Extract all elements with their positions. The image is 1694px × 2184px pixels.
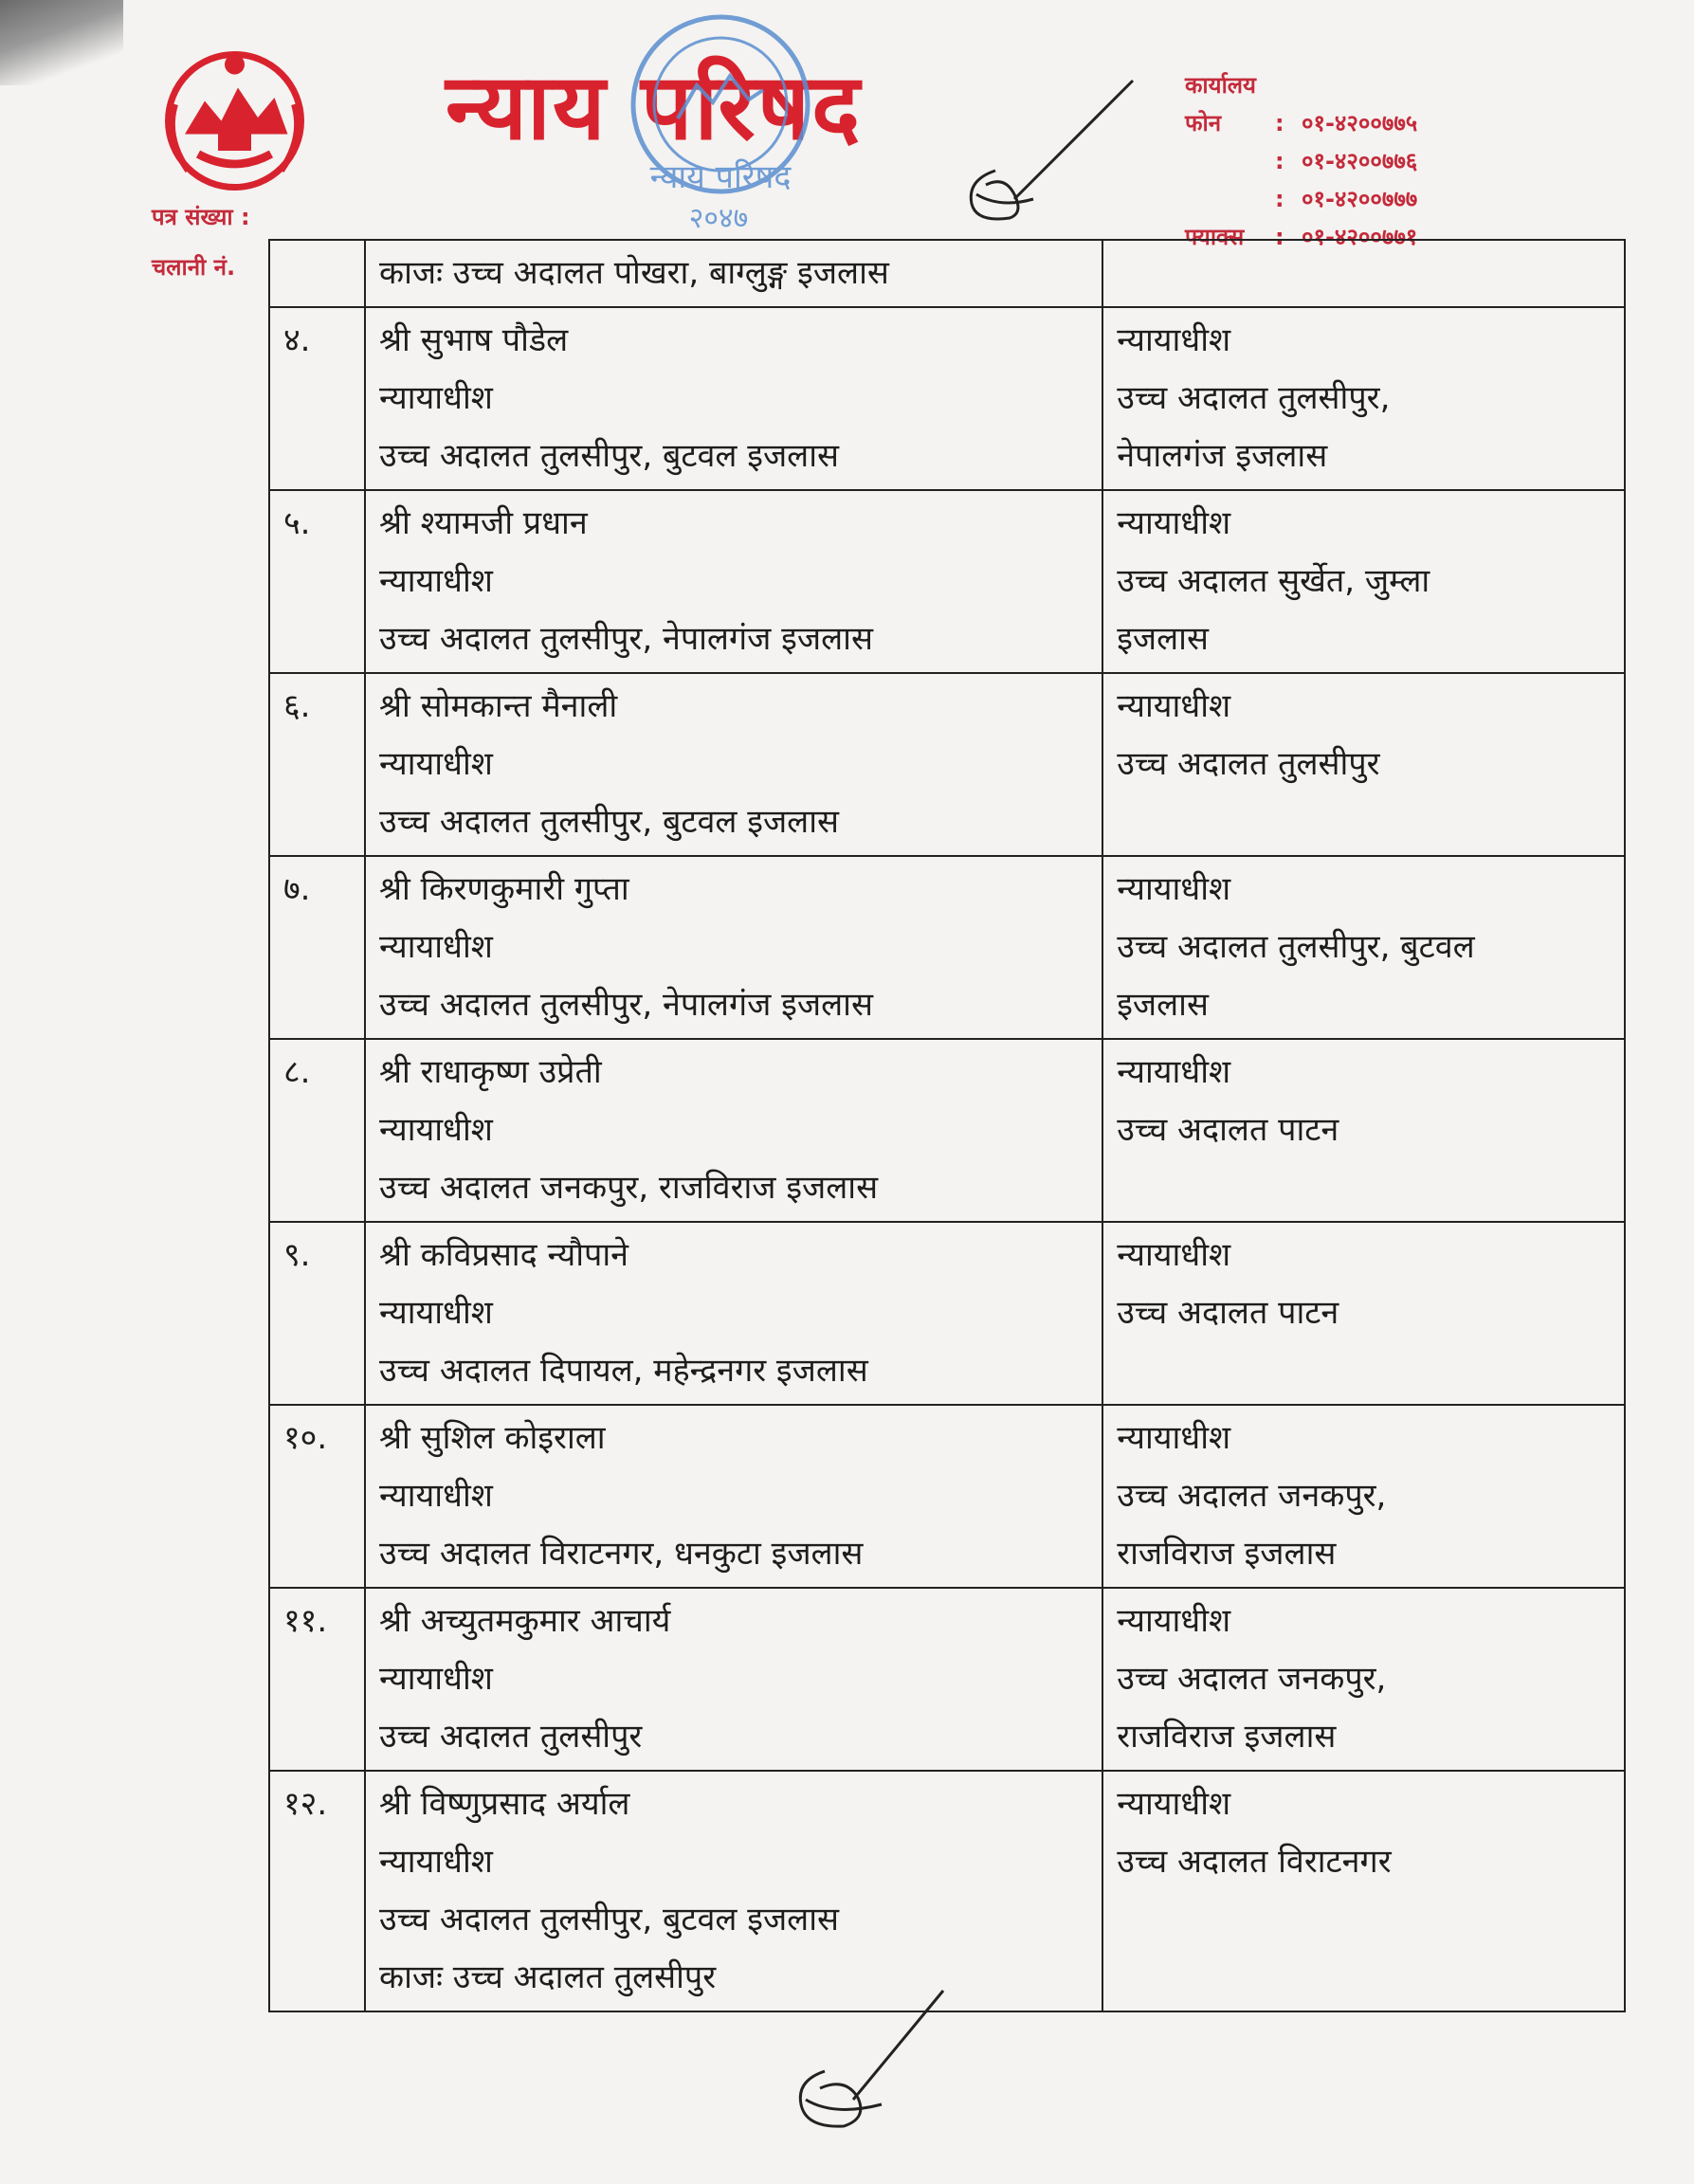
current-post-line: न्यायाधीश (378, 379, 493, 417)
new-post-line: न्यायाधीश (1117, 321, 1231, 359)
current-post-line: श्री विष्णुप्रसाद अर्याल (378, 1785, 630, 1823)
serial-number: ११. (283, 1602, 328, 1640)
new-post-line: न्यायाधीश (1117, 1602, 1231, 1640)
new-post-line: उच्च अदालत तुलसीपुर, बुटवल (1117, 928, 1475, 966)
new-post-line: न्यायाधीश (1117, 870, 1231, 908)
new-post-line: न्यायाधीश (1117, 504, 1231, 542)
office-seal (607, 0, 834, 237)
new-post-line: राजविराज इजलास (1117, 1535, 1337, 1573)
current-post-line: न्यायाधीश (378, 1111, 493, 1149)
serial-number: ५. (283, 504, 311, 542)
current-post-line: काजः उच्च अदालत पोखरा, बाग्लुङ्ग इजलास (378, 254, 889, 292)
new-post-cell (1102, 307, 1625, 490)
current-post-line: न्यायाधीश (378, 562, 493, 600)
serial-number: १०. (283, 1419, 328, 1457)
table-row (269, 240, 1625, 307)
new-post-cell (1102, 673, 1625, 856)
table-row (269, 1588, 1625, 1771)
table-row (269, 307, 1625, 490)
serial-cell (269, 856, 365, 1039)
new-post-line: न्यायाधीश (1117, 1236, 1231, 1274)
new-post-line: उच्च अदालत सुर्खेत, जुम्ला (1117, 562, 1430, 600)
current-post-line: श्री राधाकृष्ण उप्रेती (378, 1053, 602, 1091)
new-post-line: उच्च अदालत तुलसीपुर (1117, 745, 1380, 783)
new-post-cell (1102, 240, 1625, 307)
current-post-line: उच्च अदालत तुलसीपुर (378, 1718, 643, 1756)
current-post-line: उच्च अदालत विराटनगर, धनकुटा इजलास (378, 1535, 864, 1573)
current-post-cell (365, 1588, 1102, 1771)
current-post-line: उच्च अदालत दिपायल, महेन्द्रनगर इजलास (378, 1352, 868, 1390)
signature (787, 1986, 948, 2157)
new-post-line: न्यायाधीश (1117, 1053, 1231, 1091)
new-post-line: इजलास (1117, 986, 1209, 1024)
serial-cell (269, 1588, 365, 1771)
current-post-line: श्री सुशिल कोइराला (378, 1419, 606, 1457)
office-contact-block (1185, 66, 1417, 256)
nepal-emblem-icon (152, 38, 318, 204)
page-title: न्याय परिषद (446, 53, 863, 160)
current-post-cell (365, 240, 1102, 307)
seal-text: न्याय परिषद (649, 158, 792, 196)
current-post-line: उच्च अदालत तुलसीपुर, नेपालगंज इजलास (378, 986, 873, 1024)
new-post-line: इजलास (1117, 620, 1209, 658)
serial-cell (269, 240, 365, 307)
new-post-cell (1102, 490, 1625, 673)
fax-number: ०१-४२००७७१ (1302, 224, 1418, 250)
serial-cell (269, 1222, 365, 1405)
fax-row: फ्याक्स : ०१-४२००७७१ (1185, 218, 1417, 256)
serial-cell (269, 1405, 365, 1588)
serial-number: ६. (283, 687, 311, 725)
phone-row: : ०१-४२००७७६ (1185, 142, 1417, 180)
table-body (269, 240, 1625, 2011)
phone-label: फोन (1185, 110, 1222, 136)
current-post-cell (365, 856, 1102, 1039)
current-post-cell (365, 307, 1102, 490)
phone-number: ०१-४२००७७६ (1302, 148, 1418, 174)
new-post-cell (1102, 1222, 1625, 1405)
table-row (269, 673, 1625, 856)
current-post-line: न्यायाधीश (378, 928, 493, 966)
new-post-cell (1102, 1588, 1625, 1771)
current-post-cell (365, 673, 1102, 856)
table-row (269, 1222, 1625, 1405)
current-post-line: श्री किरणकुमारी गुप्ता (378, 870, 629, 908)
serial-number: १२. (283, 1785, 328, 1823)
new-post-line: उच्च अदालत तुलसीपुर, (1117, 379, 1391, 417)
table-row (269, 1405, 1625, 1588)
serial-cell (269, 673, 365, 856)
transfer-table (268, 239, 1626, 2012)
current-post-line: श्री श्यामजी प्रधान (378, 504, 588, 542)
serial-cell (269, 1771, 365, 2011)
current-post-cell (365, 1405, 1102, 1588)
new-post-cell (1102, 1771, 1625, 2011)
table-row (269, 490, 1625, 673)
new-post-line: उच्च अदालत जनकपुर, (1117, 1660, 1387, 1698)
current-post-line: उच्च अदालत तुलसीपुर, बुटवल इजलास (378, 437, 840, 475)
serial-number: ८. (283, 1053, 311, 1091)
new-post-line: नेपालगंज इजलास (1117, 437, 1328, 475)
new-post-line: न्यायाधीश (1117, 1419, 1231, 1457)
new-post-cell (1102, 856, 1625, 1039)
serial-number: ७. (283, 870, 311, 908)
serial-number: ९. (283, 1236, 311, 1274)
table-row (269, 856, 1625, 1039)
current-post-line: श्री अच्युतमकुमार आचार्य (378, 1602, 671, 1640)
header-signature (948, 76, 1138, 237)
new-post-line: उच्च अदालत पाटन (1117, 1294, 1339, 1332)
current-post-line: उच्च अदालत जनकपुर, राजविराज इजलास (378, 1169, 879, 1207)
current-post-line: न्यायाधीश (378, 1294, 493, 1332)
current-post-line: उच्च अदालत तुलसीपुर, बुटवल इजलास (378, 803, 840, 841)
serial-cell (269, 490, 365, 673)
serial-cell (269, 1039, 365, 1222)
current-post-cell (365, 1771, 1102, 2011)
current-post-line: न्यायाधीश (378, 745, 493, 783)
current-post-cell (365, 1039, 1102, 1222)
current-post-line: श्री सोमकान्त मैनाली (378, 687, 618, 725)
new-post-line: न्यायाधीश (1117, 1785, 1231, 1823)
phone-number: ०१-४२००७७७ (1302, 186, 1418, 212)
phone-row: फोन : ०१-४२००७७५ (1185, 104, 1417, 142)
fax-label: फ्याक्स (1185, 224, 1245, 250)
current-post-line: न्यायाधीश (378, 1477, 493, 1515)
new-post-line: उच्च अदालत पाटन (1117, 1111, 1339, 1149)
current-post-line: श्री सुभाष पौडेल (378, 321, 569, 359)
new-post-line: उच्च अदालत विराटनगर (1117, 1843, 1392, 1881)
current-post-line: न्यायाधीश (378, 1660, 493, 1698)
phone-number: ०१-४२००७७५ (1302, 110, 1418, 136)
new-post-cell (1102, 1405, 1625, 1588)
current-post-line: उच्च अदालत तुलसीपुर, बुटवल इजलास (378, 1901, 840, 1938)
current-post-line: उच्च अदालत तुलसीपुर, नेपालगंज इजलास (378, 620, 873, 658)
current-post-line: श्री कविप्रसाद न्यौपाने (378, 1236, 629, 1274)
new-post-cell (1102, 1039, 1625, 1222)
new-post-line: न्यायाधीश (1117, 687, 1231, 725)
new-post-line: उच्च अदालत जनकपुर, (1117, 1477, 1387, 1515)
letter-number-label: पत्र संख्या : (152, 204, 250, 230)
current-post-line: काजः उच्च अदालत तुलसीपुर (378, 1958, 717, 1996)
office-label: कार्यालय (1185, 72, 1256, 99)
serial-number: ४. (283, 321, 311, 359)
current-post-cell (365, 490, 1102, 673)
seal-year: २०४७ (688, 202, 749, 235)
serial-cell (269, 307, 365, 490)
dispatch-number-label: चलानी नं. (152, 254, 236, 281)
table-row (269, 1771, 1625, 2011)
page-shadow (0, 0, 123, 85)
new-post-line: राजविराज इजलास (1117, 1718, 1337, 1756)
table-row (269, 1039, 1625, 1222)
current-post-line: न्यायाधीश (378, 1843, 493, 1881)
phone-row: : ०१-४२००७७७ (1185, 180, 1417, 218)
current-post-cell (365, 1222, 1102, 1405)
